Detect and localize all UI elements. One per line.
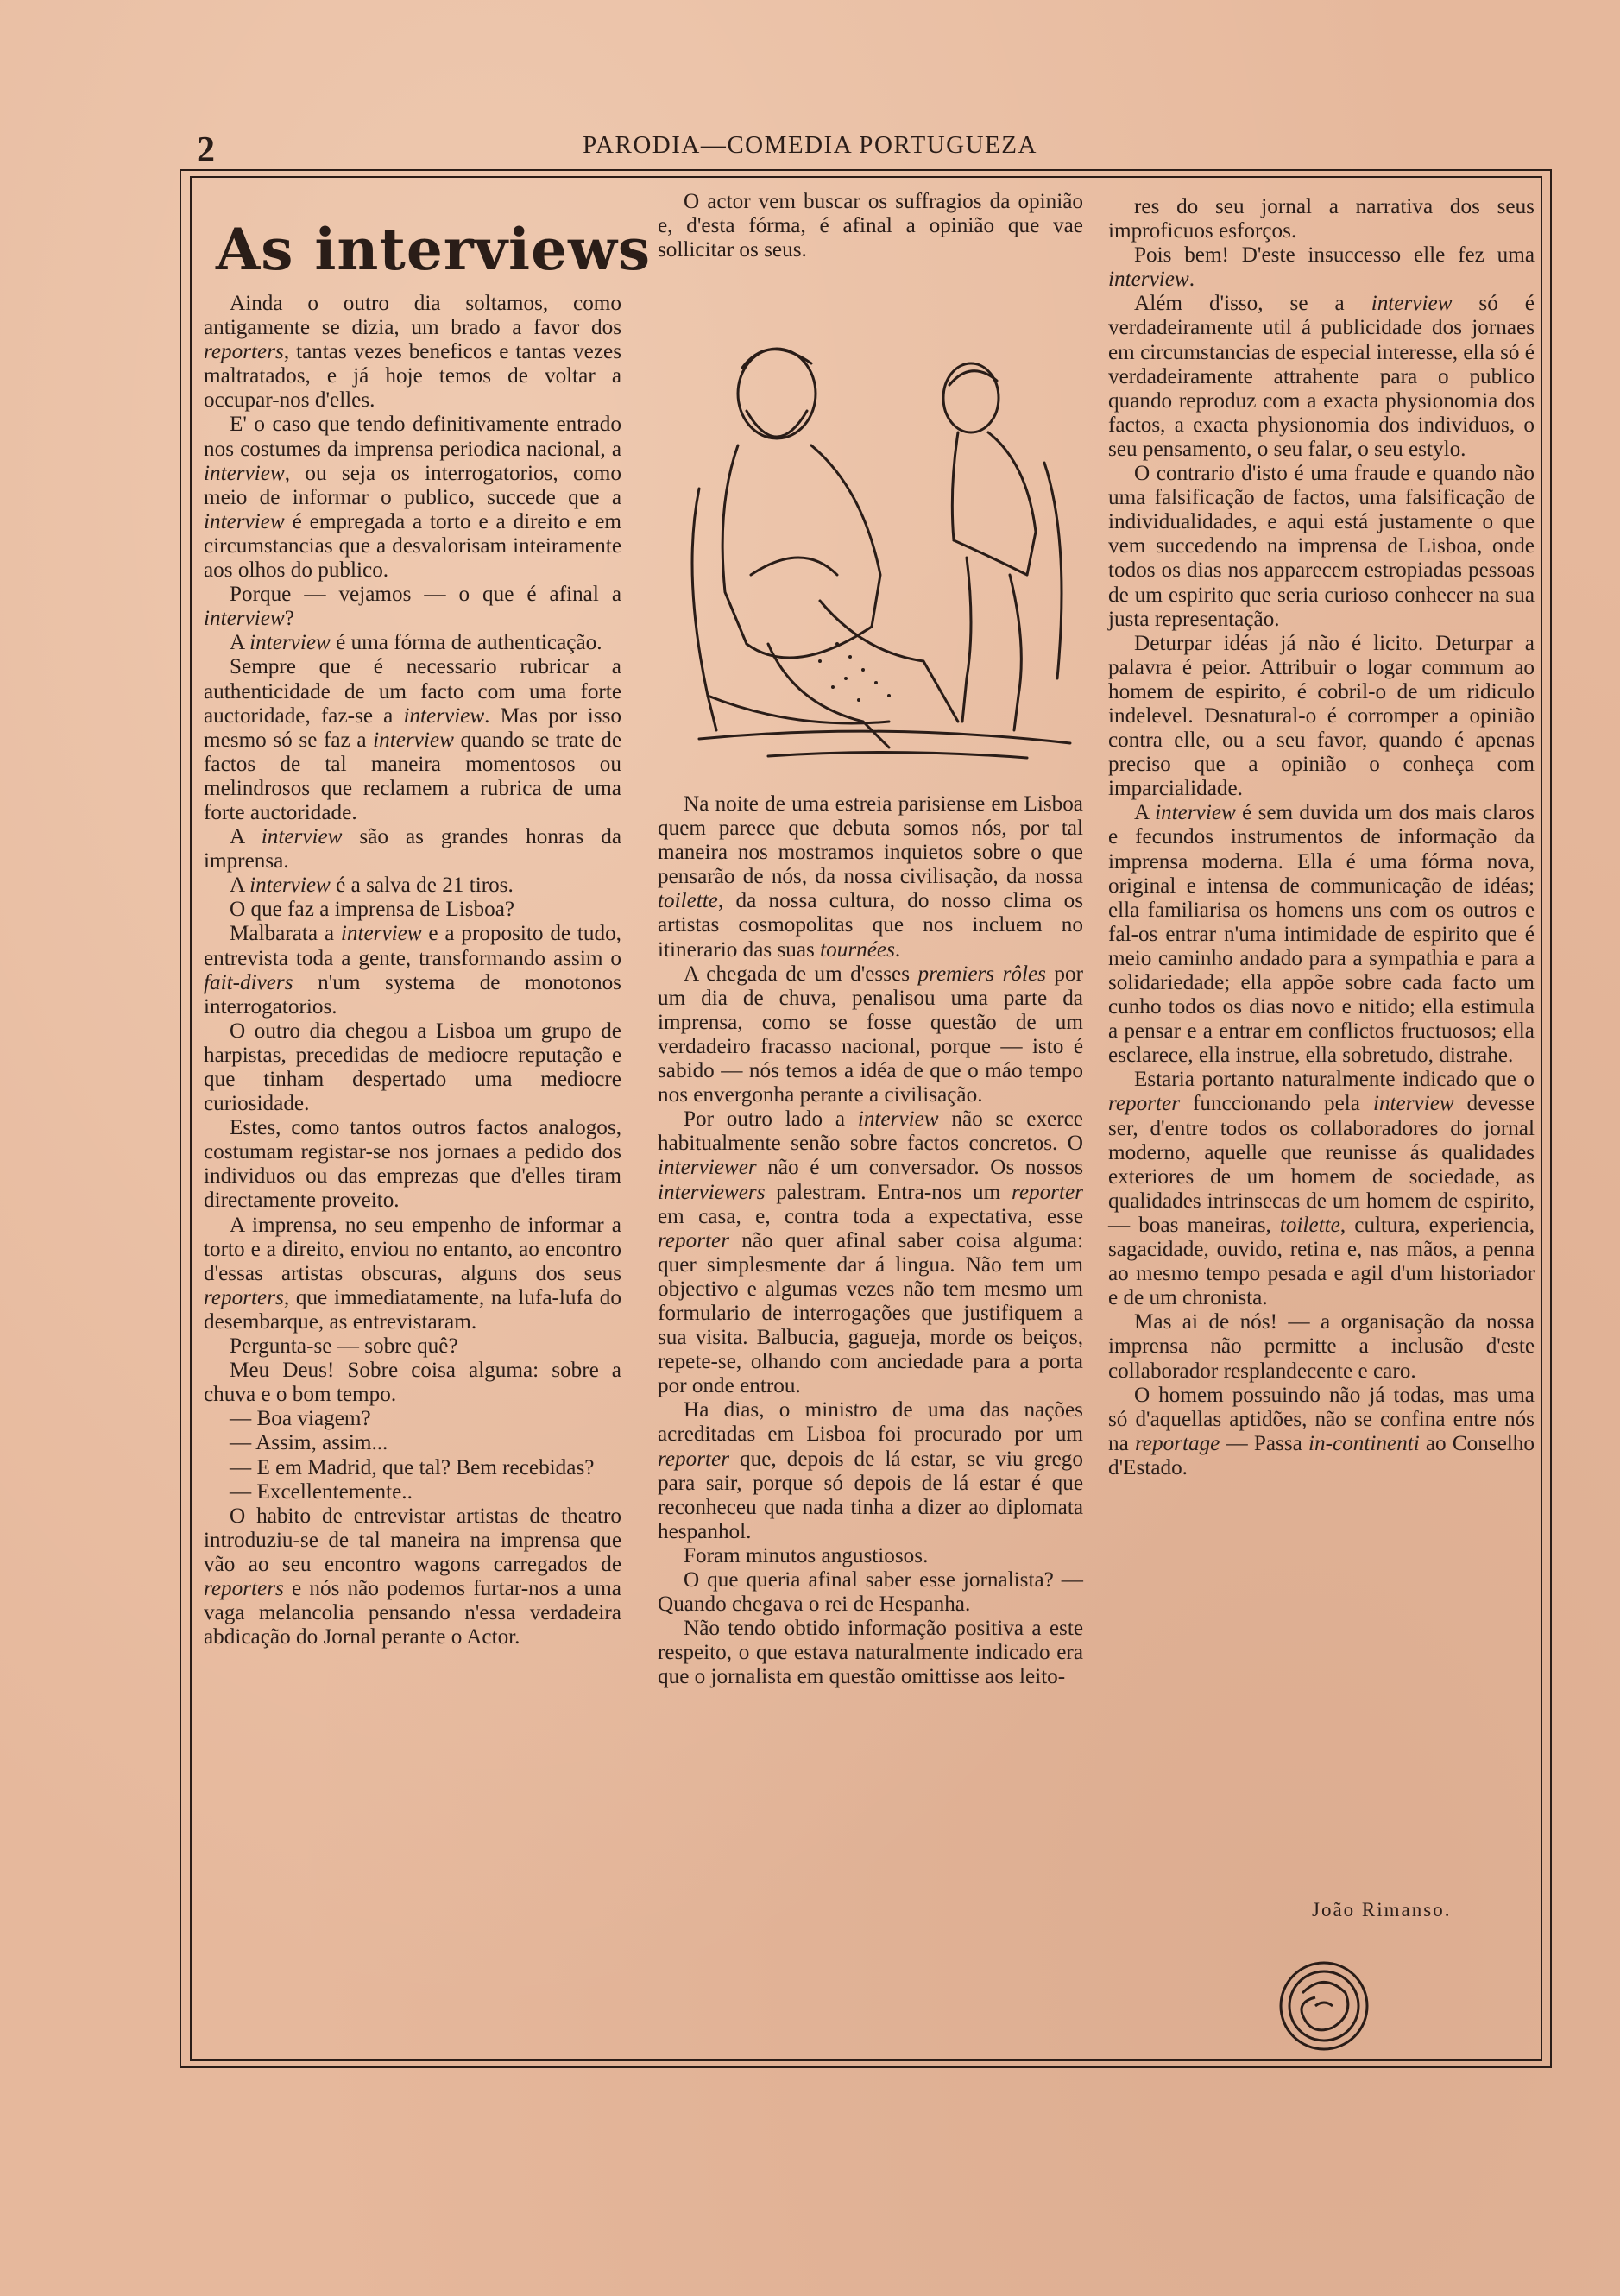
author-signature: João Rimanso. [1312, 1899, 1452, 1921]
paragraph: A interview é uma fórma de authenticação. [230, 631, 602, 655]
paragraph: Não tendo obtido informação positiva a este respeito, o que estava naturalmente indicado era que o jornalista em questão omittisse aos leito- [658, 1617, 1083, 1689]
printer-emblem-icon [1272, 1954, 1376, 2058]
paragraph: A interview é sem duvida um dos mais claros e fecundos instrumentos de informação da imprensa moderna. Ella é uma fórma nova, original e intensa de communicação de idéas; ella familiarisa os homens uns com os outros e fal-os entrar n'uma intimidade de espirito que é meio caminho andado para a sympathia e para a solidariedade; ella appõe sobre cada facto um cunho todos os dias novo e nitido; ella estimula a pensar e a entrar em conflictos fructuosos; ella esclarece, ella instrue, ella sobretudo, distrahe. [1108, 801, 1535, 1068]
paragraph: Sempre que é necessario rubricar a authenticidade de um facto com uma forte auctoridade, faz-se a interview. Mas por isso mesmo só se faz a interview quando se trate de factos de tal maneira momentosos ou melindrosos que reclamem a rubrica de uma forte auctoridade. [204, 655, 622, 824]
column-1 [204, 292, 621, 1649]
paragraph: Meu Deus! Sobre coisa alguma: sobre a chuva e o bom tempo. [204, 1359, 621, 1407]
paragraph: E' o caso que tendo definitivamente entrado nos costumes da imprensa periodica nacional, a interview, ou seja os interrogatorios, como meio de informar o publico, succede que a interview é empregada a torto e a direito e em circumstancias que a desvalorisam inteiramente aos olhos do publico. [204, 413, 621, 583]
column-3 [1108, 195, 1535, 1480]
paragraph: Estaria portanto naturalmente indicado que o reporter funccionando pela interview devesse ser, d'entre todos os collaboradores do jornal moderno, aquelle que reunisse ás qualidades exteriores de um homem de sociedade, as qualidades intrinsecas de um homem de espirito, — boas maneiras, toilette, cultura, experiencia, sagacidade, ouvido, retina e, nas mãos, a penna ao mesmo tempo pesada e agil d'um historiador e de um chronista. [1108, 1068, 1535, 1310]
running-head: PARODIA—COMEDIA PORTUGUEZA [583, 131, 1037, 159]
paragraph: Deturpar idéas já não é licito. Deturpar a palavra é peior. Attribuir o logar commum ao homem de espirito, é cobril-o de um ridiculo indelevel. Desnatural-o é corromper a opinião contra elle, ou a seu favor, quando é apenas preciso que a opinião o conheça com imparcialidade. [1108, 631, 1535, 801]
paragraph: A imprensa, no seu empenho de informar a torto e a direito, enviou no entanto, ao encontro d'essas artistas obscuras, alguns dos seus reporters, que immediatamente, na lufa-lufa do desembarque, as entrevistaram. [204, 1213, 621, 1334]
paragraph: Pois bem! D'este insuccesso elle fez uma interview. [1108, 243, 1535, 292]
paragraph: A interview são as grandes honras da imprensa. [204, 825, 621, 874]
paragraph: O habito de entrevistar artistas de theatro introduziu-se de tal maneira na imprensa que vão ao seu encontro wagons carregados de reporters e nós não podemos furtar-nos a uma vaga melancolia pensando n'essa verdadeira abdicação do Jornal perante o Actor. [204, 1504, 621, 1649]
paragraph: Foram minutos angustiosos. [684, 1543, 929, 1567]
paragraph: Na noite de uma estreia parisiense em Lisboa quem parece que debuta somos nós, por tal maneira nos mostramos inquietos sobre o que pensarão de nós, da nossa civilisação, da nossa toilette, da nossa cultura, do nosso clima os artistas cosmopolitas que nos incluem no itinerario das suas tournées. [658, 792, 1083, 962]
page-number: 2 [197, 130, 215, 170]
paragraph: Estes, como tantos outros factos analogos, costumam registar-se nos jornaes a pedido dos individuos ou das emprezas que d'elles tiram directamente proveito. [204, 1116, 621, 1213]
paragraph: — Boa viagem? [230, 1407, 371, 1431]
paragraph: Além d'isso, se a interview só é verdadeiramente util á publicidade dos jornaes em circumstancias de especial interesse, ella só é verdadeiramente attrahente para o publico quando reproduz com a exacta physionomia dos factos, a exacta physionomia dos individuos, o seu pensamento, o seu falar, o seu estylo. [1108, 292, 1535, 461]
paragraph: O outro dia chegou a Lisboa um grupo de harpistas, precedidas de mediocre reputação e que tinham despertado uma mediocre curiosidade. [204, 1019, 621, 1116]
paragraph: O que queria afinal saber esse jornalista? — Quando chegava o rei de Hespanha. [658, 1568, 1083, 1617]
paragraph: A chegada de um d'esses premiers rôles por um dia de chuva, penalisou uma parte da imprensa, como se fosse questão de um verdadeiro fracasso nacional, porque — isto é sabido — nós temos a idéa de que o máo tempo nos envergonha perante a civilisação. [658, 962, 1083, 1107]
paragraph: A interview é a salva de 21 tiros. [230, 874, 514, 898]
paragraph: — Assim, assim... [230, 1431, 388, 1455]
paragraph: — Excellentemente.. [230, 1479, 413, 1504]
column-2-bottom [658, 792, 1083, 1689]
paragraph: Malbarata a interview e a proposito de tudo, entrevista toda a gente, transformando assim o fait-divers n'um systema de monotonos interrogatorios. [204, 922, 621, 1019]
paragraph: O que faz a imprensa de Lisboa? [230, 898, 515, 922]
paragraph: Porque — vejamos — o que é afinal a interview? [204, 583, 621, 631]
paragraph: O contrario d'isto é uma fraude e quando não uma falsificação de factos, uma falsificação de individualidades, e aqui está justamente o que vem succedendo na imprensa de Lisboa, onde todos os dias nos apparecem estropiadas pessoas de um espirito que seria curioso conhecer na sua justa representação. [1108, 462, 1535, 631]
caricature-illustration [665, 316, 1096, 765]
article-title: As interviews [216, 216, 652, 283]
paragraph: Mas ai de nós! — a organisação da nossa imprensa não permitte a inclusão d'este collaborador resplandecente e caro. [1108, 1310, 1535, 1383]
paragraph: Pergunta-se — sobre quê? [230, 1334, 458, 1359]
paragraph: res do seu jornal a narrativa dos seus improficuos esforços. [1108, 195, 1535, 243]
paragraph: O homem possuindo não já todas, mas uma só d'aquellas aptidões, não se confina entre nós na reportage — Passa in-continenti ao Conselho d'Estado. [1108, 1383, 1535, 1479]
paragraph: Ainda o outro dia soltamos, como antigamente se dizia, um brado a favor dos reporters, tantas vezes beneficos e tantas vezes maltratados, e já hoje temos de voltar a occupar-nos d'elles. [204, 292, 621, 413]
paragraph: — E em Madrid, que tal? Bem recebidas? [230, 1455, 595, 1479]
paragraph: Por outro lado a interview não se exerce habitualmente senão sobre factos concretos. O interviewer não é um conversador. Os nossos interviewers palestram. Entra-nos um reporter em casa, e, contra toda a expectativa, esse reporter não quer afinal saber coisa alguma: quer simplesmente dar á lingua. Não tem um objectivo e algumas vezes não tem mesmo um formulario de interrogações que justifiquem a sua visita. Balbucia, gagueja, morde os beiços, repete-se, olhando com anciedade para a porta por onde entrou. [658, 1107, 1083, 1398]
column-2-top [658, 190, 1083, 262]
paragraph: Ha dias, o ministro de uma das nações acreditadas em Lisboa foi procurado por um reporter que, depois de lá estar, se viu grego para sair, porque só depois de lá estar é que reconheceu que nada tinha a dizer ao diplomata hespanhol. [658, 1398, 1083, 1543]
paragraph: O actor vem buscar os suffragios da opinião e, d'esta fórma, é afinal a opinião que vae sollicitar os seus. [658, 190, 1083, 262]
